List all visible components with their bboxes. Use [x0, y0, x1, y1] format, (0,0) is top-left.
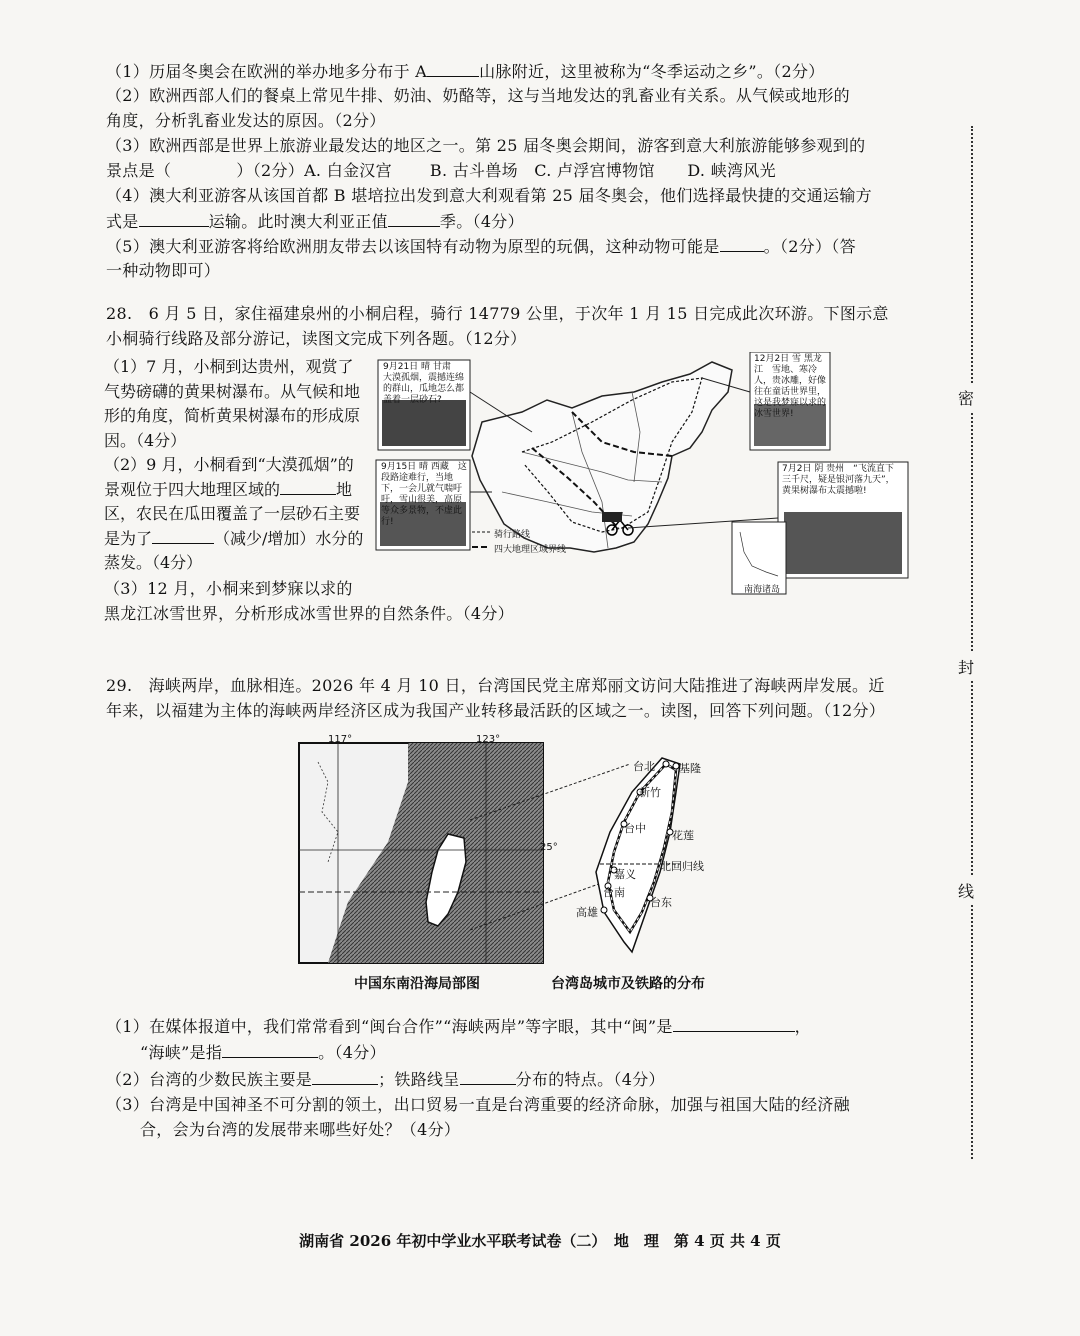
q27-sub2-line1: （2）欧洲西部人们的餐桌上常见牛排、奶油、奶酪等，这与当地发达的乳畜业有关系。从气候或地形的 — [106, 86, 850, 105]
q28-sub2-text-a: （2）9 月，小桐看到“大漠孤烟”的景观位于四大地理区域的 — [104, 455, 354, 499]
city-hualien: 花莲 — [672, 829, 694, 842]
tropic-of-cancer-label: 北回归线 — [660, 860, 704, 873]
binding-dotted-line — [971, 126, 973, 1159]
legend-route: 骑行路线 — [494, 530, 531, 540]
city-hsinchu: 新竹 — [639, 786, 661, 799]
travel-note-jul2: 7月2日 阴 贵州 “飞流直下三千尺，疑是银河落九天”，黄果树瀑布太震撼啦! — [782, 464, 895, 496]
answer-blank[interactable] — [388, 210, 440, 227]
legend-boundary: 四大地理区域界线 — [494, 545, 567, 555]
longitude-117: 117° — [328, 734, 353, 745]
q28-sub3-line2: 黑龙江冰雪世界，分析形成冰雪世界的自然条件。（4分） — [104, 604, 514, 623]
travel-note-dec2: 12月2日 雪 黑龙江 雪地、寒冷人，贵冰雕，好像往在童话世界里，这是我梦寐以求的冰雪世界! — [754, 354, 827, 419]
q29-sub1-line2 — [140, 1041, 386, 1064]
city-taichung: 台中 — [624, 822, 646, 835]
map2-caption: 台湾岛城市及铁路的分布 — [551, 976, 705, 992]
answer-blank[interactable] — [720, 235, 764, 252]
q27-sub4-text-c: 季。（4分） — [439, 212, 524, 231]
q28-sub1: （1）7 月，小桐到达贵州，观赏了气势磅礴的黄果树瀑布。从气候和地形的角度，简析黄果树瀑布的形成原因。（4分） — [104, 357, 361, 450]
inset-label: 南海诸岛 — [744, 585, 781, 595]
answer-blank[interactable] — [427, 60, 479, 77]
answer-blank[interactable] — [280, 478, 336, 495]
binding-char-xian: 线 — [958, 877, 974, 904]
city-taipei: 台北 — [633, 760, 655, 773]
q27-sub1-text-a: （1）历届冬奥会在欧洲的举办地多分布于 A — [106, 62, 428, 81]
binding-char-feng: 封 — [958, 653, 974, 680]
q27-sub5-line2: 一种动物即可） — [106, 261, 221, 280]
q27-sub4-line1: （4）澳大利亚游客从该国首都 B 堪培拉出发到意大利观看第 25 届冬奥会，他们选择最快捷的交通运输方 — [106, 186, 872, 205]
answer-blank[interactable] — [222, 1041, 318, 1058]
q28-sub2 — [104, 453, 366, 576]
q29-sub2-text-c: 分布的特点。（4分） — [515, 1070, 665, 1089]
q27-sub3-line2: 景点是（ ）（2分）A. 白金汉宫 B. 古斗兽场 C. 卢浮宫博物馆 D. 峡湾风光 — [106, 161, 776, 180]
q28-stem-line1: 28. 6 月 5 日，家住福建泉州的小桐启程，骑行 14779 公里，于次年 1 月 15 日完成此次环游。下图示意 — [106, 304, 889, 323]
q28-sub2-text-c: （减少/增加）水分的蒸发。（4分） — [104, 528, 364, 572]
latitude-25: 25° — [540, 842, 558, 853]
map1-caption: 中国东南沿海局部图 — [354, 976, 480, 992]
q27-sub3-line1: （3）欧洲西部是世界上旅游业最发达的地区之一。第 25 届冬奥会期间，游客到意大利旅游能够参观到的 — [106, 136, 866, 155]
q27-sub4-text-a: 式是 — [106, 212, 139, 231]
city-kaohsiung: 高雄 — [576, 906, 598, 919]
q29-stem-line1: 29. 海峡两岸，血脉相连。2026 年 4 月 10 日，台湾国民党主席郑丽文访问大陆推进了海峡两岸发展。近 — [106, 676, 885, 695]
answer-blank[interactable] — [152, 527, 214, 544]
q27-sub5-line1 — [106, 235, 856, 258]
binding-char-mi: 密 — [958, 384, 974, 411]
city-chiayi: 嘉义 — [614, 868, 636, 881]
q28-sub2-text-b: 地区，农民在瓜田覆盖了一层砂石主要是为了 — [104, 479, 361, 548]
city-tainan: 台南 — [603, 886, 625, 899]
q27-sub4-line2 — [106, 210, 524, 233]
q29-sub1-text-d: 。（4分） — [318, 1043, 386, 1062]
q27-sub1 — [106, 60, 825, 83]
q29-sub1-text-a: （1）在媒体报道中，我们常常看到“闽台合作”“海峡两岸”等字眼，其中“闽”是 — [106, 1017, 673, 1036]
q27-sub5-text-a: （5）澳大利亚游客将给欧洲朋友带去以该国特有动物为原型的玩偶，这种动物可能是 — [106, 237, 720, 256]
q29-sub2-text-b: ；铁路线呈 — [378, 1070, 460, 1089]
q28-sub3-line1: （3）12 月，小桐来到梦寐以求的 — [104, 579, 353, 598]
q27-sub4-text-b: 运输。此时澳大利亚正值 — [208, 212, 388, 231]
q29-stem-line2: 年来，以福建为主体的海峡两岸经济区成为我国产业转移最活跃的区域之一。读图，回答下列问题。（12分） — [106, 701, 886, 720]
travel-note-sep15: 9月15日 晴 西藏 这段路途难行，当地下，一会儿就气喘吁吁，雪山很美，高原等众多景物，不虚此行! — [381, 462, 467, 527]
q27-sub5-text-b: 。（2分）（答 — [763, 237, 856, 256]
q29-sub2-text-a: （2）台湾的少数民族主要是 — [106, 1070, 313, 1089]
q27-sub1-text-b: 山脉附近，这里被称为“冬季运动之乡”。（2分） — [479, 62, 825, 81]
answer-blank[interactable] — [460, 1068, 516, 1085]
q29-sub3-line2: 合，会为台湾的发展带来哪些好处？（4分） — [140, 1120, 461, 1139]
travel-note-sep21: 9月21日 晴 甘肃 大漠孤烟，震撼连绵的群山，瓜地怎么都盖着一层砂石? — [383, 362, 465, 405]
answer-blank[interactable] — [312, 1068, 378, 1085]
city-keelung: 基隆 — [679, 762, 701, 775]
q29-sub1-line1 — [106, 1015, 811, 1038]
page-footer: 湖南省 2026 年初中学业水平联考试卷（二） 地 理 第 4 页 共 4 页 — [299, 1232, 781, 1250]
q29-sub1-text-b: ， — [794, 1017, 811, 1036]
answer-blank[interactable] — [673, 1015, 795, 1032]
q29-sub3-line1: （3）台湾是中国神圣不可分割的领土，出口贸易一直是台湾重要的经济命脉，加强与祖国大陆的经济融 — [106, 1095, 850, 1114]
q27-sub2-line2: 角度，分析乳畜业发达的原因。（2分） — [106, 111, 386, 130]
q28-stem-line2: 小桐骑行线路及部分游记，读图文完成下列各题。（12分） — [106, 329, 527, 348]
city-taitung: 台东 — [650, 896, 672, 909]
answer-blank[interactable] — [139, 210, 209, 227]
q29-sub2 — [106, 1068, 665, 1091]
q29-sub1-text-c: “海峡”是指 — [140, 1043, 223, 1062]
longitude-123: 123° — [476, 734, 501, 745]
